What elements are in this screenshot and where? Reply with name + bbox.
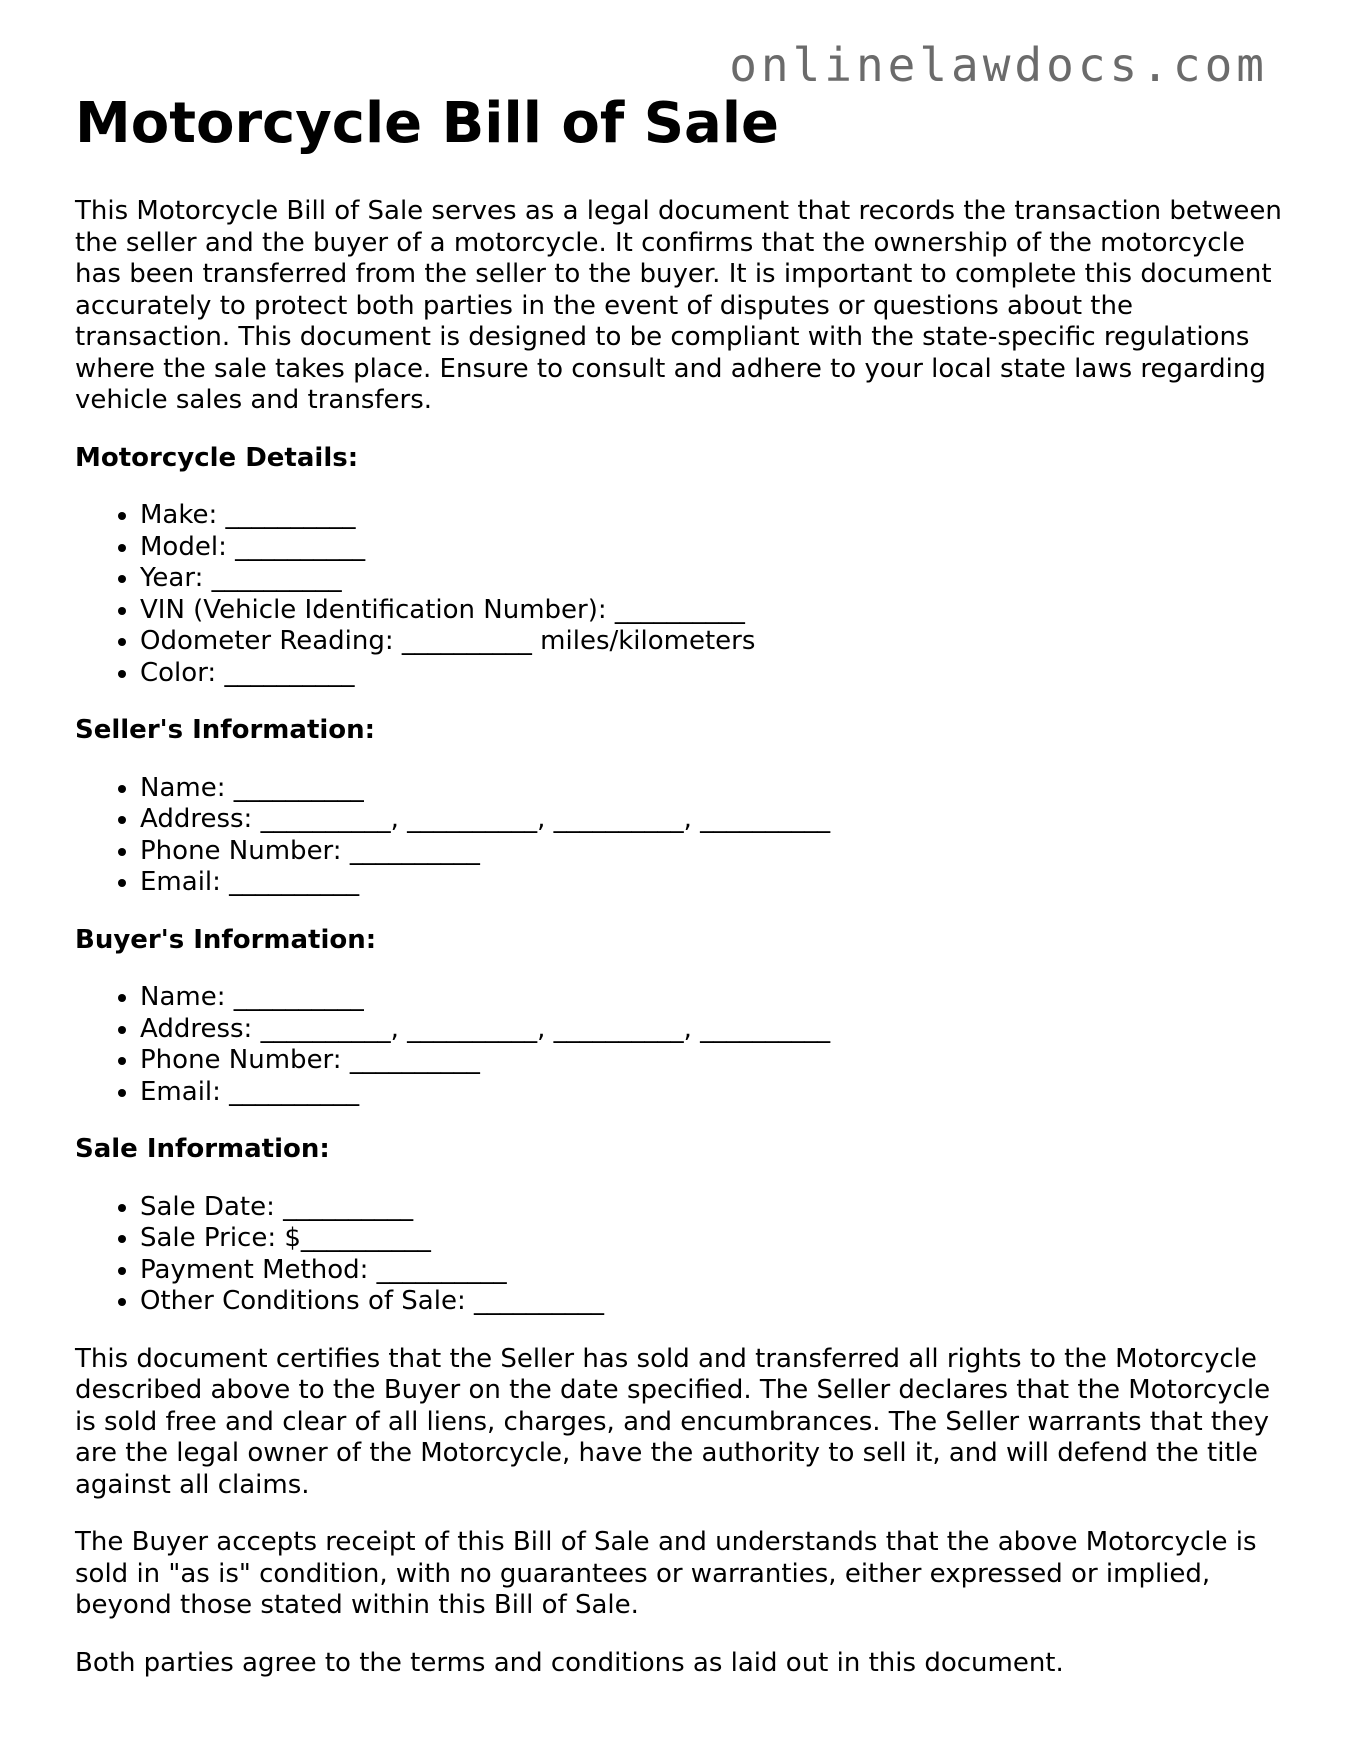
buyer-info-list xyxy=(75,982,1285,1108)
list-item-seller-email: • Email: __________ xyxy=(140,867,1285,899)
list-item-buyer-phone: • Phone Number: __________ xyxy=(140,1045,1285,1077)
list-item-buyer-address: • Address: __________, __________, __________, __________ xyxy=(140,1014,1285,1046)
sale-info-list xyxy=(75,1192,1285,1318)
list-item-seller-name: • Name: __________ xyxy=(140,773,1285,805)
motorcycle-details-list xyxy=(75,500,1285,689)
list-item-seller-phone: • Phone Number: __________ xyxy=(140,836,1285,868)
certification-paragraph: This document certifies that the Seller has sold and transferred all rights to the Motorcycle described above to the Buyer on the date specified. The Seller declares that the Motorcycle is sold free and clear of all liens, charges, and encumbrances. The Seller warrants that they are the legal owner of the Motorcycle, have the authority to sell it, and will defend the title against all claims. xyxy=(75,1343,1271,1500)
list-item-model: • Model: __________ xyxy=(140,532,1285,564)
list-item-year: • Year: __________ xyxy=(140,563,1285,595)
motorcycle-details-heading: Motorcycle Details: xyxy=(75,442,359,473)
acceptance-paragraph: The Buyer accepts receipt of this Bill of Sale and understands that the above Motorcycle is sold in "as is" condition, with no guarantees or warranties, either expressed or implied, beyond those stated within this Bill of Sale. xyxy=(75,1527,1257,1620)
list-item-make: • Make: __________ xyxy=(140,500,1285,532)
list-item-other-conditions: • Other Conditions of Sale: __________ xyxy=(140,1286,1285,1318)
seller-info-heading: Seller's Information: xyxy=(75,715,376,745)
watermark: onlinelawdocs.com xyxy=(729,38,1268,92)
buyer-info-heading: Buyer's Information: xyxy=(75,924,377,955)
list-item-sale-price: • Sale Price: $__________ xyxy=(140,1223,1285,1255)
intro-paragraph: This Motorcycle Bill of Sale serves as a legal document that records the transaction between the seller and the buyer of a motorcycle. It confirms that the ownership of the motorcycle has been transferred from the seller to the buyer. It is important to complete this document accurately to protect both parties in the event of disputes or questions about the transaction. This document is designed to be compliant with the state-specific regulations where the sale takes place. Ensure to consult and adhere to your local state laws regarding vehicle sales and transfers. xyxy=(75,196,1282,415)
list-item-seller-address: • Address: __________, __________, __________, __________ xyxy=(140,804,1285,836)
list-item-payment-method: • Payment Method: __________ xyxy=(140,1255,1285,1287)
list-item-sale-date: • Sale Date: __________ xyxy=(140,1192,1285,1224)
document-page xyxy=(75,91,1285,1705)
document-title: Motorcycle Bill of Sale xyxy=(75,91,780,156)
list-item-buyer-name: • Name: __________ xyxy=(140,982,1285,1014)
list-item-color: • Color: __________ xyxy=(140,658,1285,690)
seller-info-list xyxy=(75,773,1285,899)
agreement-paragraph: Both parties agree to the terms and conditions as laid out in this document. xyxy=(75,1647,1064,1678)
list-item-vin: • VIN (Vehicle Identification Number): __________ xyxy=(140,595,1285,627)
sale-info-heading: Sale Information: xyxy=(75,1134,330,1164)
list-item-odometer: • Odometer Reading: __________ miles/kilometers xyxy=(140,626,1285,658)
list-item-buyer-email: • Email: __________ xyxy=(140,1077,1285,1109)
